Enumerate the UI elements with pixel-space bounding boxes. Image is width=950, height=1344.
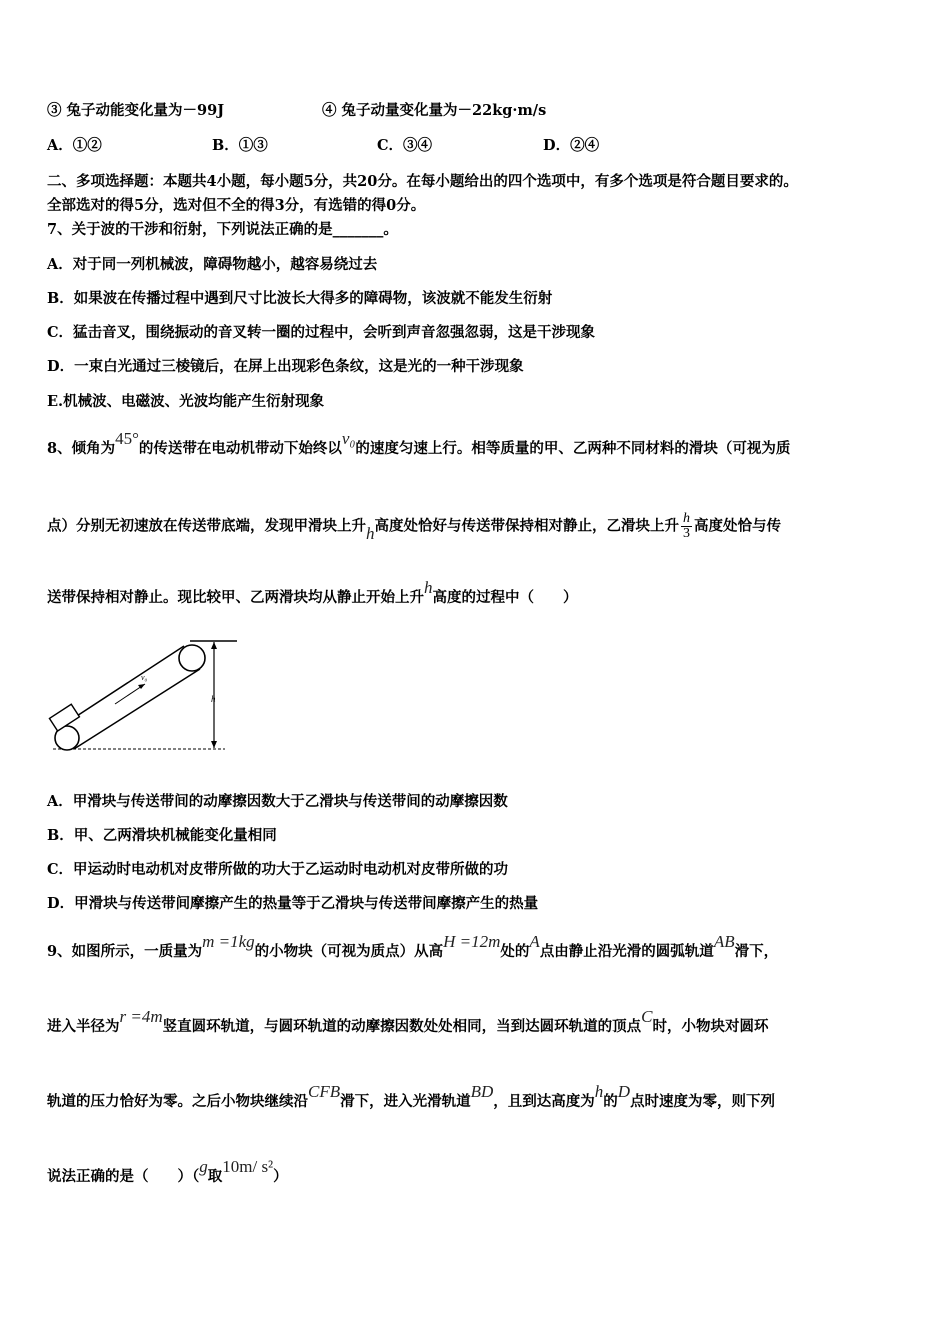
q8-text: 高度处恰好与传送带保持相对静止，乙滑块上升	[374, 517, 679, 535]
q9-text: 进入半径为	[47, 1018, 120, 1035]
q9-height-h: h	[594, 1082, 604, 1101]
q9-text: 时，小物块对圆环	[652, 1018, 769, 1035]
q8-text: 送带保持相对静止。现比较甲、乙两滑块均从静止开始上升	[47, 589, 424, 606]
q8-stem-line1	[47, 429, 791, 459]
q8-stem-line3	[47, 578, 578, 608]
slider-block	[49, 704, 79, 731]
q9-text: 点由静止沿光滑的圆弧轨道	[539, 943, 714, 960]
height-arrow-up	[211, 642, 217, 649]
v0-label: v₀	[141, 673, 148, 682]
q9-track-AB: AB	[713, 932, 735, 951]
q9-radius: r =4m	[119, 1007, 163, 1026]
q8-option-b: B．甲、乙两滑块机械能变化量相同	[47, 827, 277, 844]
q9-text: 滑下，进入光滑轨道	[340, 1093, 471, 1110]
q8-option-c: C．甲运动时电动机对皮带所做的功大于乙运动时电动机对皮带所做的功	[47, 861, 509, 878]
q9-track-BD: BD	[470, 1082, 494, 1101]
height-label: h	[211, 694, 216, 704]
q8-frac-den: 3	[683, 526, 690, 541]
q9-text: ，且到达高度为	[493, 1093, 595, 1110]
q7-option-e: E.机械波、电磁波、光波均能产生衍射现象	[47, 393, 325, 410]
q8-frac-num: h	[683, 511, 690, 526]
q9-stem-line3	[47, 1082, 776, 1112]
q9-text: 的小物块（可视为质点）从高	[254, 943, 444, 960]
q9-text: 9、如图所示，一质量为	[47, 943, 203, 960]
q9-text: 竖直圆环轨道，与圆环轨道的动摩擦因数处处相同，当到达圆环轨道的顶点	[162, 1018, 642, 1035]
q8-text: 点）分别无初速放在传送带底端，发现甲滑块上升	[47, 517, 366, 535]
q9-height-H: H =12m	[443, 932, 501, 951]
q8-text: 的速度匀速上行。相等质量的甲、乙两种不同材料的滑块（可视为质	[355, 440, 791, 457]
q9-point-C: C	[641, 1007, 653, 1026]
q9-stem-line2	[47, 1007, 769, 1037]
q9-text: 的	[603, 1093, 618, 1110]
q8-text: 8、倾角为	[47, 440, 116, 457]
section2-line1: 二、多项选择题：本题共4小题，每小题5分，共20分。在每小题给出的四个选项中，有多个选项是符合题目要求的。	[47, 173, 798, 190]
q9-g-value: 10m/ s²	[222, 1157, 274, 1176]
q9-path-CFB: CFB	[308, 1082, 341, 1101]
q8-option-a: A．甲滑块与传送带间的动摩擦因数大于乙滑块与传送带间的动摩擦因数	[47, 793, 508, 810]
belt-lower-edge	[74, 669, 200, 749]
q9-stem-line1	[47, 932, 779, 962]
q7-option-c: C．猛击音叉，围绕振动的音叉转一圈的过程中，会听到声音忽强忽弱，这是干涉现象	[47, 324, 596, 341]
q6-option-4: ④ 兔子动量变化量为－22kg·m/s	[322, 102, 547, 119]
q6-choice-c: C．③④	[377, 137, 433, 154]
q9-text: 滑下，	[734, 943, 779, 960]
height-arrow-down	[211, 741, 217, 748]
q8-text: 高度的过程中（ ）	[432, 589, 578, 606]
q9-point-D: D	[617, 1082, 631, 1101]
section2-line2: 全部选对的得5分，选对但不全的得3分，有选错的得0分。	[47, 197, 426, 214]
q9-point-A: A	[529, 932, 540, 951]
q9-text: 点时速度为零，则下列	[630, 1093, 776, 1110]
q8-text: 的传送带在电动机带动下始终以	[138, 440, 342, 457]
q8-option-d: D．甲滑块与传送带间摩擦产生的热量等于乙滑块与传送带间摩擦产生的热量	[47, 895, 539, 912]
top-roller	[179, 645, 205, 671]
q8-h: h	[366, 523, 375, 543]
q8-h: h	[424, 578, 433, 597]
q7-option-d: D．一束白光通过三棱镜后，在屏上出现彩色条纹，这是光的一种干涉现象	[47, 358, 524, 375]
q8-angle: 45°	[115, 429, 139, 448]
q8-stem-line2	[47, 512, 781, 541]
q9-text: 说法正确的是（ ）（	[47, 1168, 200, 1185]
q9-stem-line4	[47, 1157, 288, 1187]
q6-option-3: ③ 兔子动能变化量为－99J	[47, 102, 225, 119]
q6-choice-d: D．②④	[543, 137, 600, 154]
conveyor-belt-figure	[40, 632, 250, 757]
q9-text: 轨道的压力恰好为零。之后小物块继续沿	[47, 1093, 308, 1110]
q9-text: ）	[273, 1168, 288, 1185]
q9-mass: m =1kg	[202, 932, 255, 951]
q9-text: 取	[207, 1168, 223, 1185]
q7-option-a: A．对于同一列机械波，障碍物越小，越容易绕过去	[47, 256, 378, 273]
q7-option-b: B．如果波在传播过程中遇到尺寸比波长大得多的障碍物，该波就不能发生衍射	[47, 290, 553, 307]
q8-v0: v₀	[341, 429, 356, 448]
q9-g: g	[199, 1157, 208, 1176]
q6-choice-b: B．①③	[212, 137, 268, 154]
q7-stem: 7、关于波的干涉和衍射，下列说法正确的是_______。	[47, 221, 398, 238]
q9-text: 处的	[500, 943, 530, 960]
q8-text: 高度处恰与传	[694, 517, 781, 535]
q8-fraction	[681, 512, 692, 541]
q6-choice-a: A．①②	[47, 137, 102, 154]
